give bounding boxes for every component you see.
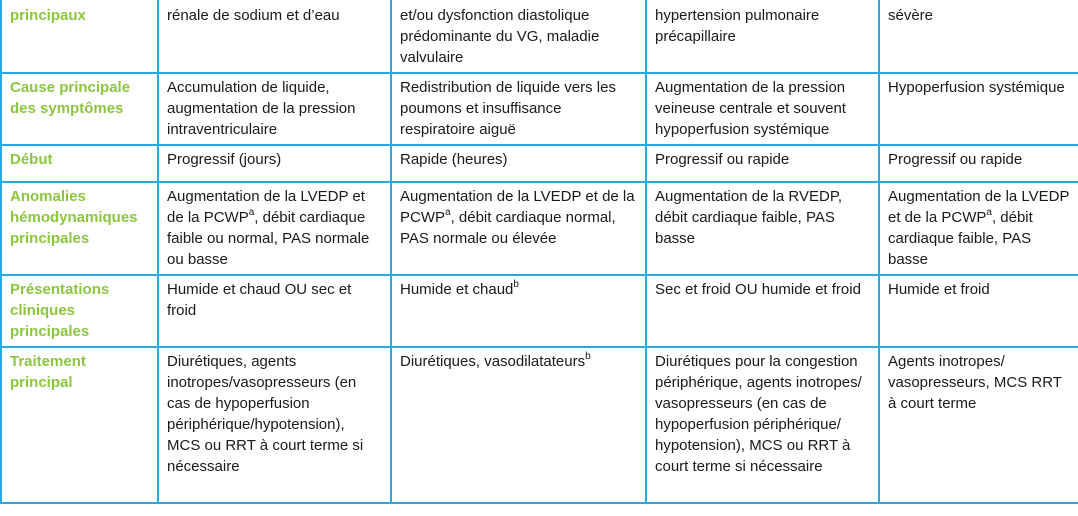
table-body	[1, 0, 1078, 503]
table-cell	[391, 0, 646, 73]
row-header	[1, 145, 158, 182]
footnote-marker: a	[248, 207, 255, 218]
row-header	[1, 73, 158, 145]
row-header-label: Anomalies hémodynamiques principales	[10, 188, 138, 247]
table-cell	[646, 347, 879, 503]
table-cell	[646, 73, 879, 145]
table-row	[1, 347, 1078, 503]
row-header-label: Cause principale des symptômes	[10, 79, 131, 117]
cell-text-post: , débit cardiaque faible ou normal, PAS normale ou basse	[167, 209, 370, 268]
table-cell	[391, 145, 646, 182]
cell-text	[400, 186, 637, 249]
cell-text	[888, 186, 1070, 270]
table-row	[1, 145, 1078, 182]
cell-text: rénale de sodium et d’eau	[167, 7, 340, 24]
cell-text: hypertension pulmonaire précapillaire	[655, 7, 820, 45]
table-cell	[158, 73, 391, 145]
cell-text: sévère	[888, 7, 934, 24]
cell-text: et/ou dysfonction diastolique prédominante du VG, maladie valvulaire	[400, 7, 600, 66]
row-header-label: principaux	[10, 7, 86, 24]
cell-text	[400, 351, 637, 372]
table-cell	[391, 182, 646, 275]
row-header	[1, 0, 158, 73]
cell-text-pre: Augmentation de la LVEDP et de la PCWP	[400, 188, 635, 226]
cell-text-pre: Diurétiques, vasodilatateurs	[400, 353, 586, 370]
cell-text: Augmentation de la pression veineuse centrale et souvent hypoperfusion systémique	[655, 79, 846, 138]
cell-text: Humide et froid	[888, 281, 990, 298]
cell-text: Agents inotropes/ vasopresseurs, MCS RRT à court terme	[888, 353, 1062, 412]
table-cell	[646, 0, 879, 73]
table-row	[1, 0, 1078, 73]
table-cell	[158, 0, 391, 73]
table-cell	[391, 73, 646, 145]
table-cell	[879, 347, 1078, 503]
cell-text-post: , débit cardiaque normal, PAS normale ou élevée	[400, 209, 616, 247]
table-cell	[391, 347, 646, 503]
table-cell	[391, 275, 646, 347]
cell-text: Rapide (heures)	[400, 151, 508, 168]
cell-text: Humide et chaud OU sec et froid	[167, 281, 352, 319]
cell-text: Redistribution de liquide vers les poumons et insuffisance respiratoire aiguë	[400, 79, 616, 138]
footnote-marker: a	[445, 207, 451, 218]
row-header	[1, 347, 158, 503]
table-row	[1, 73, 1078, 145]
cell-text: Diurétiques pour la congestion périphérique, agents inotropes/ vasopresseurs (en cas de hypoperfusion périphérique/ hypotension), MCS ou RRT à court terme si nécessaire	[655, 353, 862, 475]
cell-text: Sec et froid OU humide et froid	[655, 281, 861, 298]
footnote-marker: b	[585, 351, 591, 362]
table-cell	[646, 182, 879, 275]
table-cell	[879, 73, 1078, 145]
cell-text: Hypoperfusion systémique	[888, 79, 1065, 96]
cell-text	[167, 186, 382, 270]
table-cell	[158, 347, 391, 503]
cell-text: Progressif ou rapide	[888, 151, 1023, 168]
cell-text-pre: Humide et chaud	[400, 281, 514, 298]
table-cell	[879, 275, 1078, 347]
cell-text-pre: Augmentation de la LVEDP et de la PCWP	[888, 188, 1070, 226]
cell-text: Augmentation de la RVEDP, débit cardiaque faible, PAS basse	[655, 188, 843, 247]
cell-text: Progressif (jours)	[167, 151, 282, 168]
table-cell	[646, 145, 879, 182]
row-header-label: Début	[10, 151, 53, 168]
footnote-marker: a	[986, 207, 992, 218]
table-cell	[158, 145, 391, 182]
cell-text: Accumulation de liquide, augmentation de la pression intraventriculaire	[167, 79, 356, 138]
cell-text: Diurétiques, agents inotropes/vasopresseurs (en cas de hypoperfusion périphérique/hypotension), MCS ou RRT à court terme si nécessaire	[167, 353, 364, 475]
table-cell	[158, 182, 391, 275]
row-header	[1, 275, 158, 347]
table-cell	[646, 275, 879, 347]
row-header	[1, 182, 158, 275]
table-cell	[879, 182, 1078, 275]
table-cell	[879, 0, 1078, 73]
cell-text	[400, 279, 637, 300]
row-header-label: Présentations cliniques principales	[10, 281, 110, 340]
cell-text-post: , débit cardiaque faible, PAS basse	[888, 209, 1033, 268]
cell-text: Progressif ou rapide	[655, 151, 790, 168]
table-row	[1, 182, 1078, 275]
table-cell	[879, 145, 1078, 182]
footnote-marker: b	[513, 279, 519, 290]
cell-text-pre: Augmentation de la LVEDP et de la PCWP	[167, 188, 365, 226]
table-cell	[158, 275, 391, 347]
table-row	[1, 275, 1078, 347]
row-header-label: Traitement principal	[10, 353, 86, 391]
